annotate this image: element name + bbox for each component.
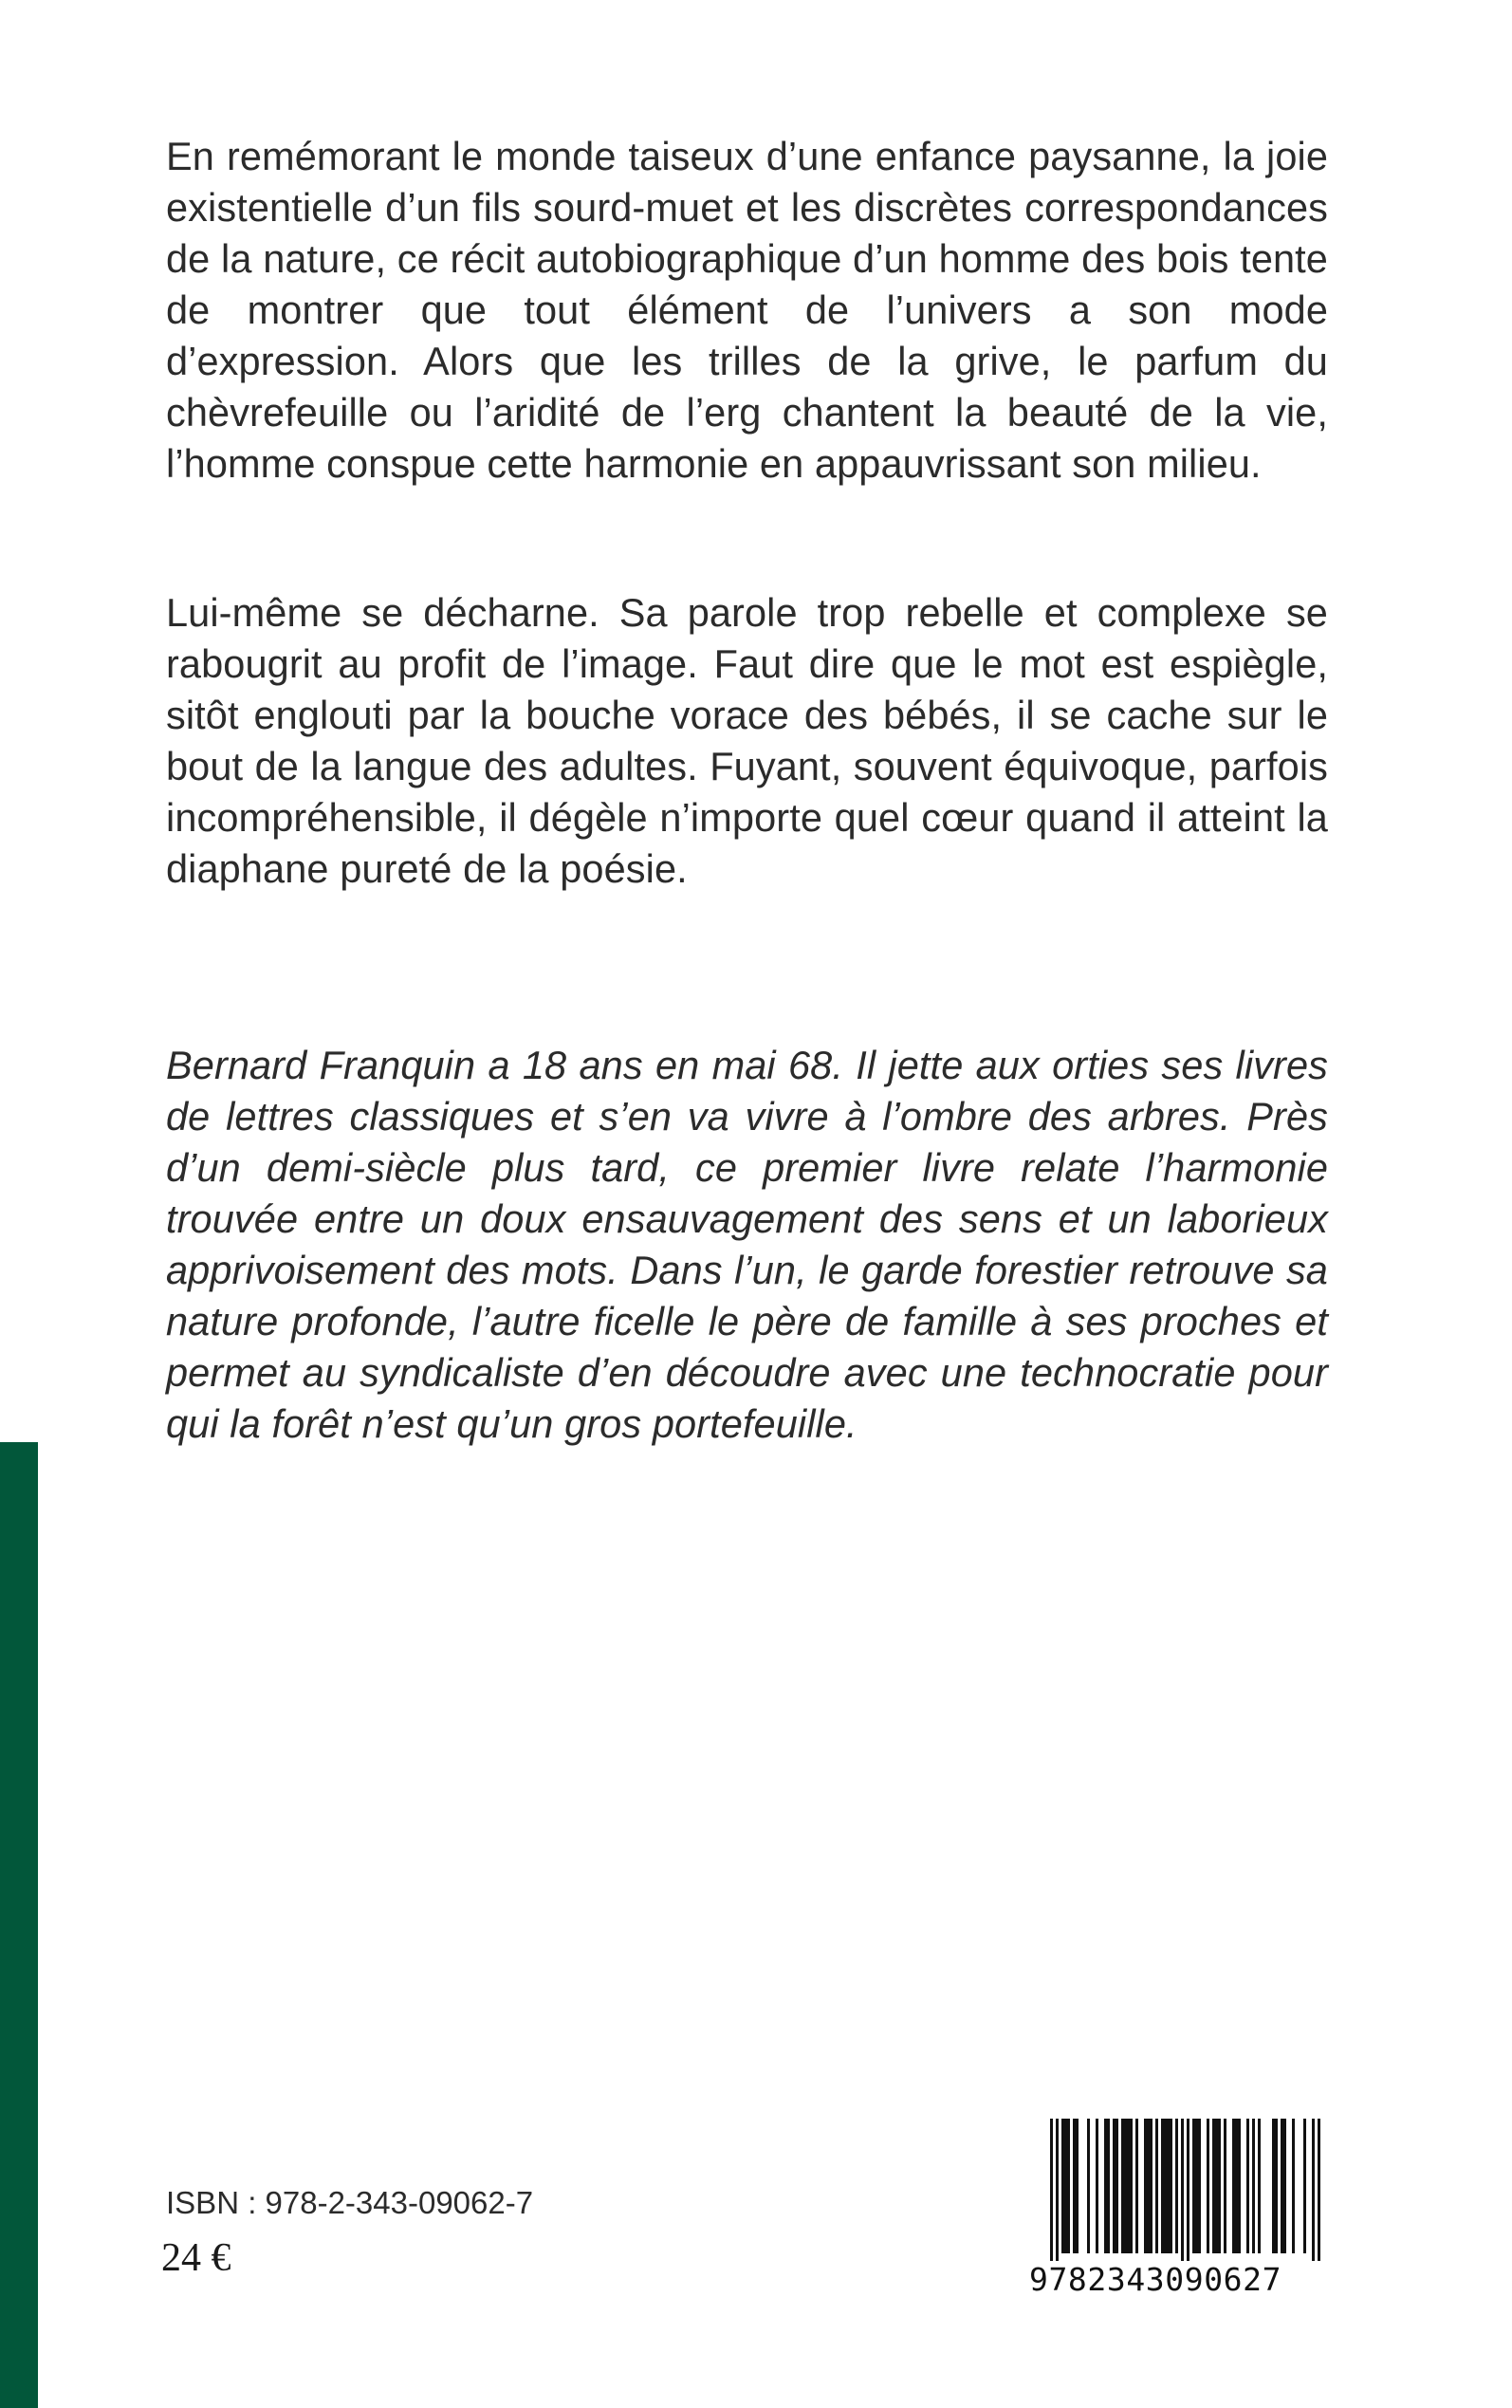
barcode-bar (1135, 2119, 1138, 2253)
barcode-digits: 9782343090627 (1029, 2261, 1282, 2298)
barcode-bar (1121, 2119, 1124, 2253)
barcode-bar (1067, 2119, 1070, 2253)
summary-paragraph-1 (166, 131, 1328, 490)
barcode-bar (1252, 2119, 1255, 2253)
green-spine-strip (0, 1442, 38, 2408)
barcode-bar (1161, 2119, 1164, 2253)
barcode-bar (1144, 2119, 1147, 2253)
barcode-bar (1218, 2119, 1221, 2253)
barcode-bar (1198, 2119, 1201, 2253)
barcode-bar (1155, 2119, 1158, 2253)
barcode-bar (1181, 2119, 1184, 2261)
barcode-bar (1064, 2119, 1067, 2253)
barcode-bar (1312, 2119, 1315, 2261)
summary-paragraph-2 (166, 587, 1328, 895)
barcode-bar (1073, 2119, 1076, 2253)
barcode-bars (1029, 2119, 1337, 2261)
barcode-bar (1224, 2119, 1226, 2253)
barcode-bar (1246, 2119, 1249, 2253)
barcode-bar (1283, 2119, 1286, 2253)
barcode-bar (1187, 2119, 1189, 2261)
barcode-bar (1195, 2119, 1198, 2253)
barcode-bar (1318, 2119, 1320, 2261)
barcode-bar (1170, 2119, 1172, 2253)
barcode-bar (1272, 2119, 1275, 2253)
barcode-bar (1116, 2119, 1118, 2253)
barcode-bar (1258, 2119, 1261, 2253)
barcode-bar (1235, 2119, 1238, 2253)
barcode-bar (1167, 2119, 1170, 2253)
barcode-bar (1127, 2119, 1130, 2253)
barcode-bar (1061, 2119, 1064, 2253)
barcode-bar (1124, 2119, 1127, 2253)
barcode-bar (1130, 2119, 1133, 2253)
barcode-bar (1207, 2119, 1209, 2253)
barcode-bar (1076, 2119, 1079, 2253)
summary-paragraph-2-text: Lui-même se décharne. Sa parole trop rebelle et complexe se rabougrit au profit de l’image. Faut dire que le mot est espiègle, sitôt englouti par la bouche vorace des bébés, il se cache sur le bout de la langue des adultes. Fuyant, souvent équivoque, parfois incompréhensible, il dégèle n’importe quel cœur quand il atteint la diaphane pureté de la poésie. (166, 590, 1328, 891)
barcode-bar (1175, 2119, 1178, 2253)
barcode-bar (1303, 2119, 1306, 2253)
author-biography (166, 1040, 1328, 1450)
barcode-bar (1275, 2119, 1278, 2253)
barcode-bar (1096, 2119, 1098, 2253)
barcode-bar (1056, 2119, 1059, 2261)
barcode-bar (1212, 2119, 1215, 2253)
barcode-bar (1107, 2119, 1110, 2253)
author-biography-text (166, 1040, 1328, 1450)
barcode-bar (1215, 2119, 1218, 2253)
barcode-bar (1087, 2119, 1090, 2253)
barcode-bar (1147, 2119, 1150, 2253)
barcode-bar (1192, 2119, 1195, 2253)
price-label: 24 € (161, 2236, 231, 2280)
barcode-bar (1292, 2119, 1295, 2253)
barcode-bar (1164, 2119, 1167, 2253)
barcode-bar (1113, 2119, 1116, 2253)
barcode-bar (1104, 2119, 1107, 2253)
barcode-bar (1232, 2119, 1235, 2253)
barcode-bar (1281, 2119, 1283, 2253)
barcode-bar (1238, 2119, 1241, 2253)
summary-paragraph-1-text: En remémorant le monde taiseux d’une enfance paysanne, la joie existentielle d’un fils sourd-muet et les discrètes correspondances de la nature, ce récit autobiographique d’un homme des bois tente de montrer que tout élément de l’univers a son mode d’expression. Alors que les trilles de la grive, le parfum du chèvrefeuille ou l’aridité de l’erg chantent la beauté de la vie, l’homme conspue cette harmonie en appauvrissant son milieu. (166, 134, 1328, 486)
barcode (1029, 2119, 1337, 2308)
isbn-label: ISBN : 978-2-343-09062-7 (166, 2185, 534, 2220)
barcode-bar (1150, 2119, 1152, 2253)
barcode-bar (1050, 2119, 1053, 2261)
author-name: Bernard Franquin (166, 1043, 476, 1087)
author-bio-text: a 18 ans en mai 68. Il jette aux orties ses livres de lettres classiques et s’en va vivre à l’ombre des arbres. Près d’un demi-siècle plus tard, ce premier livre relate l’harmonie trouvée entre un doux ensauvagement des sens et un laborieux apprivoisement des mots. Dans l’un, le garde forestier retrouve sa nature profonde, l’autre ficelle le père de famille à ses proches et permet au syndicaliste d’en découdre avec une technocratie pour qui la forêt n’est qu’un gros portefeuille. (166, 1043, 1328, 1446)
